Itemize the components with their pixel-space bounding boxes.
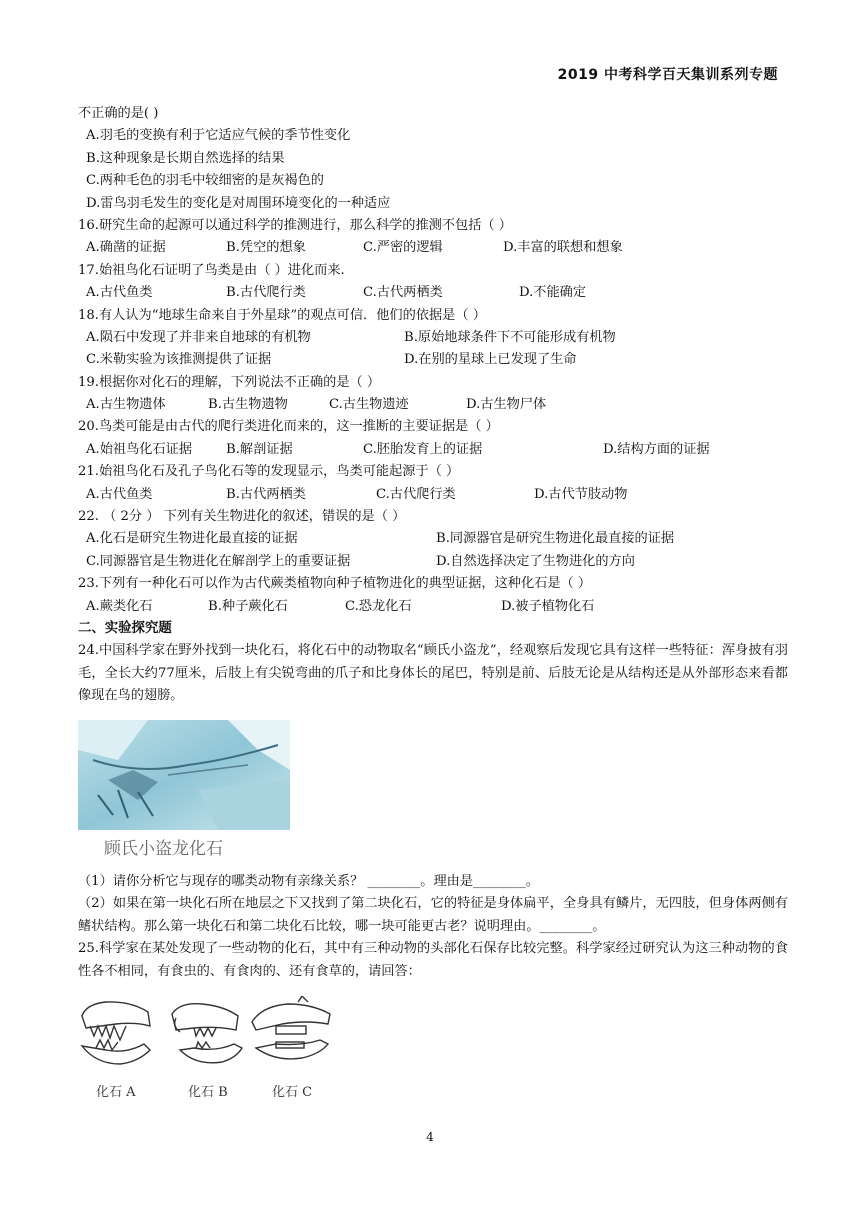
- q24-stem: 24.中国科学家在野外找到一块化石，将化石中的动物取名“顾氏小盗龙”，经观察后发现它具有这样一些特征：浑身披有羽毛，全长大约77厘米，后肢上有尖锐弯曲的爪子和比身体长的尾巴，特别是前、后肢无论是从结构还是从外部形态来看都像现在鸟的翅膀。: [78, 643, 788, 704]
- q18-option-c: C.米勒实验为该推测提供了证据: [86, 352, 272, 368]
- fossil-skulls-figure: [76, 996, 336, 1106]
- q15-option-c: C.两种毛色的羽毛中较细密的是灰褐色的: [86, 173, 324, 189]
- fossil-c-skull: [252, 996, 330, 1059]
- q22-options-row1: [78, 528, 788, 550]
- fossil-a-label: 化石 A: [96, 1085, 136, 1100]
- q21-stem: 21.始祖鸟化石及孔子鸟化石等的发现显示，鸟类可能起源于（ ）: [78, 464, 460, 480]
- q22-option-c: C.同源器官是生物进化在解剖学上的重要证据: [86, 553, 351, 569]
- q23-option-d: D.被子植物化石: [501, 598, 595, 614]
- q17-stem: 17.始祖鸟化石证明了鸟类是由（ ）进化而来.: [78, 262, 345, 278]
- q19-option-b: B.古生物遗物: [208, 397, 288, 413]
- fossil-c-label: 化石 C: [272, 1085, 313, 1100]
- fossil-photo: [78, 720, 290, 862]
- q22-option-a: A.化石是研究生物进化最直接的证据: [86, 531, 298, 547]
- q21-options: [78, 484, 788, 506]
- question-content-lower: [78, 871, 788, 983]
- q19-option-c: C.古生物遗迹: [329, 397, 409, 413]
- q20-options: [78, 439, 788, 461]
- q23-stem: 23.下列有一种化石可以作为古代蕨类植物向种子植物进化的典型证据，这种化石是（ ）: [78, 576, 592, 592]
- q20-option-d: D.结构方面的证据: [603, 441, 710, 457]
- page-number: 4: [426, 1130, 434, 1144]
- question-content: [78, 103, 788, 708]
- q16-options: [78, 237, 788, 259]
- q18-options-row2: [78, 349, 788, 371]
- q18-option-d: D.在别的星球上已发现了生命: [404, 352, 577, 368]
- q20-option-a: A.始祖鸟化石证据: [86, 441, 193, 457]
- q18-options-row1: [78, 327, 788, 349]
- fossil-a-skull: [82, 1002, 150, 1064]
- q16-stem: 16.研究生命的起源可以通过科学的推测进行，那么科学的推测不包括（ ）: [78, 217, 512, 233]
- q22-option-b: B.同源器官是研究生物进化最直接的证据: [436, 531, 675, 547]
- q22-stem: 22. （ 2分 ） 下列有关生物进化的叙述，错误的是（ ）: [78, 509, 406, 525]
- q16-option-a: A.确凿的证据: [86, 240, 166, 256]
- q16-option-d: D.丰富的联想和想象: [503, 240, 623, 256]
- q20-stem: 20.鸟类可能是由古代的爬行类进化而来的，这一推断的主要证据是（ ）: [78, 419, 499, 435]
- q17-options: [78, 282, 788, 304]
- q23-options: [78, 596, 788, 618]
- q19-options: [78, 394, 788, 416]
- q17-option-d: D.不能确定: [519, 285, 587, 301]
- q18-option-a: A.陨石中发现了并非来自地球的有机物: [86, 329, 311, 345]
- q21-option-c: C.古代爬行类: [376, 486, 456, 502]
- q25-stem: 25.科学家在某处发现了一些动物的化石，其中有三种动物的头部化石保存比较完整。科学家经过研究认为这三种动物的食性各不相同，有食虫的、有食肉的、还有食草的，请回答：: [78, 941, 788, 979]
- q16-option-b: B.凭空的想象: [226, 240, 306, 256]
- q18-option-b: B.原始地球条件下不可能形成有机物: [404, 329, 616, 345]
- q22-options-row2: [78, 551, 788, 573]
- fossil-b-skull: [172, 1004, 242, 1063]
- q16-option-c: C.严密的逻辑: [363, 240, 443, 256]
- fossil-photo-caption: 顾氏小盗龙化石: [104, 839, 223, 859]
- q21-option-a: A.古代鱼类: [86, 486, 153, 502]
- q19-stem: 19.根据你对化石的理解，下列说法不正确的是（ ）: [78, 374, 381, 390]
- page-header: 2019 中考科学百天集训系列专题: [557, 67, 778, 83]
- q23-option-c: C.恐龙化石: [345, 598, 412, 614]
- q21-option-b: B.古代两栖类: [226, 486, 306, 502]
- q17-option-c: C.古代两栖类: [363, 285, 443, 301]
- q19-option-a: A.古生物遗体: [86, 397, 166, 413]
- q23-option-a: A.蕨类化石: [86, 598, 153, 614]
- q24-sub2: （2）如果在第一块化石所在地层之下又找到了第二块化石，它的特征是身体扁平，全身具有鳞片，无四肢，但身体两侧有鳍状结构。那么第一块化石和第二块化石比较，哪一块可能更古老？说明理由。________。: [78, 896, 788, 934]
- q23-option-b: B.种子蕨化石: [208, 598, 288, 614]
- q21-option-d: D.古代节肢动物: [534, 486, 628, 502]
- q17-option-b: B.古代爬行类: [226, 285, 306, 301]
- q15-option-b: B.这种现象是长期自然选择的结果: [86, 150, 285, 166]
- q19-option-d: D.古生物尸体: [466, 397, 547, 413]
- q24-sub1: （1）请你分析它与现存的哪类动物有亲缘关系？ ________。理由是________。: [78, 874, 539, 889]
- q15-option-a: A.羽毛的变换有利于它适应气候的季节性变化: [86, 128, 351, 144]
- section-title: 二、实验探究题: [78, 620, 172, 636]
- q22-option-d: D.自然选择决定了生物进化的方向: [436, 553, 635, 569]
- q15-stem: 不正确的是( ): [78, 106, 159, 121]
- q15-option-d: D.雷鸟羽毛发生的变化是对周围环境变化的一种适应: [86, 195, 391, 211]
- fossil-b-label: 化石 B: [188, 1085, 228, 1100]
- q20-option-b: B.解剖证据: [226, 441, 293, 457]
- q17-option-a: A.古代鱼类: [86, 285, 153, 301]
- q20-option-c: C.胚胎发育上的证据: [363, 441, 483, 457]
- q18-stem: 18.有人认为“地球生命来自于外星球”的观点可信．他们的依据是（ ）: [78, 307, 486, 323]
